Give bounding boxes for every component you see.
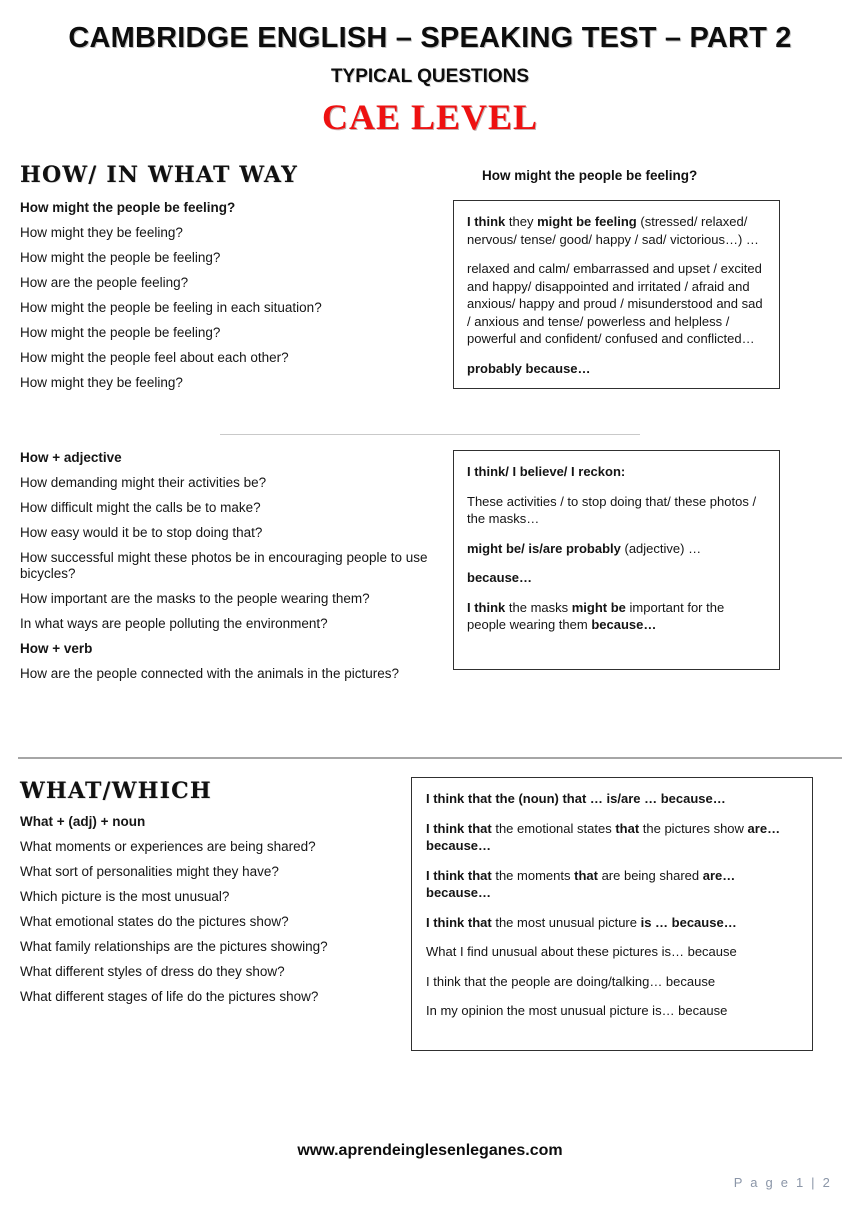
question-how-item: How might the people be feeling in each situation? — [20, 300, 322, 315]
answer-what-line: I think that the people are doing/talking… because — [426, 973, 716, 989]
answer-how-adjective-line: I think/ I believe/ I reckon: — [467, 464, 626, 479]
question-list-what — [20, 814, 400, 1014]
question-how-item: How might the people be feeling? — [20, 325, 221, 340]
answer-box-feeling — [453, 200, 780, 389]
question-how-adjective-item: How are the people connected with the animals in the pictures? — [20, 666, 399, 681]
question-what-item: What sort of personalities might they have? — [20, 864, 279, 879]
question-what-category: What + (adj) + noun — [20, 814, 146, 829]
question-what-item: What family relationships are the pictures showing? — [20, 939, 328, 954]
answer-what-line: I think that the emotional states that the pictures show are… because… — [426, 820, 781, 853]
section-heading-what: WHAT/WHICH — [20, 778, 212, 804]
answer-box-what — [411, 777, 813, 1051]
question-what-item: What moments or experiences are being shared? — [20, 839, 316, 854]
answer-how-adjective-line: These activities / to stop doing that/ these photos / the masks… — [467, 493, 757, 526]
answer-what-line: I think that the most unusual picture is … because… — [426, 914, 737, 930]
question-list-how — [20, 200, 440, 400]
answer-feeling-line: I think they might be feeling (stressed/ relaxed/ nervous/ tense/ good/ happy / sad/ victorious…) … — [467, 214, 759, 247]
document-header — [0, 0, 860, 138]
question-what-item: What different stages of life do the pictures show? — [20, 989, 319, 1004]
question-what-item: What different styles of dress do they show? — [20, 964, 285, 979]
page-subtitle: TYPICAL QUESTIONS — [330, 66, 530, 87]
answer-box-how-adjective — [453, 450, 780, 670]
footer-website-url[interactable]: www.aprendeinglesenleganes.com — [297, 1142, 563, 1159]
question-how-adjective-category: How + verb — [20, 641, 93, 656]
divider-how — [220, 434, 640, 435]
section-heading-how: HOW/ IN WHAT WAY — [20, 162, 298, 188]
answer-feeling-line: relaxed and calm/ embarrassed and upset / excited and happy/ disappointed and irritated / afraid and anxious/ happy and proud / misunderstood and sad / anxious and tense/ powerless and helpless / powerful and confident/ confused and conflicted… — [467, 261, 763, 346]
question-how-adjective-item: How demanding might their activities be? — [20, 475, 267, 490]
question-how-item: How might they be feeling? — [20, 225, 183, 240]
question-how-category: How might the people be feeling? — [20, 200, 236, 215]
question-how-item: How might the people feel about each other? — [20, 350, 289, 365]
answer-what-line: In my opinion the most unusual picture is… because — [426, 1003, 728, 1018]
answer-box-label-feeling: How might the people be feeling? — [482, 168, 698, 183]
page-number: P a g e 1 | 2 — [733, 1175, 832, 1190]
answer-feeling-line: probably because… — [467, 360, 591, 376]
answer-how-adjective-line: because… — [467, 570, 533, 585]
answer-how-adjective-line: I think the masks might be important for the people wearing them because… — [467, 599, 725, 632]
page-title: CAMBRIDGE ENGLISH – SPEAKING TEST – PART 2 — [68, 22, 792, 54]
question-how-item: How are the people feeling? — [20, 275, 189, 290]
question-how-item: How might they be feeling? — [20, 375, 183, 390]
answer-how-adjective-line: might be/ is/are probably (adjective) … — [467, 540, 702, 556]
question-how-adjective-item: How important are the masks to the people wearing them? — [20, 591, 370, 606]
question-how-item: How might the people be feeling? — [20, 250, 221, 265]
question-how-adjective-item: How successful might these photos be in encouraging people to use bicycles? — [20, 550, 428, 581]
question-how-adjective-category: How + adjective — [20, 450, 122, 465]
divider-section — [18, 757, 842, 759]
question-how-adjective-item: How difficult might the calls be to make? — [20, 500, 261, 515]
answer-what-line: What I find unusual about these pictures is… because — [426, 944, 737, 959]
question-what-item: What emotional states do the pictures show? — [20, 914, 289, 929]
level-title: CAE LEVEL — [321, 97, 539, 137]
question-how-adjective-item: How easy would it be to stop doing that? — [20, 525, 263, 540]
answer-what-line: I think that the moments that are being shared are… because… — [426, 867, 736, 900]
answer-what-line: I think that the (noun) that … is/are … because… — [426, 791, 726, 806]
question-what-item: Which picture is the most unusual? — [20, 889, 230, 904]
question-how-adjective-item: In what ways are people polluting the environment? — [20, 616, 328, 631]
question-list-how-adjective — [20, 450, 450, 691]
